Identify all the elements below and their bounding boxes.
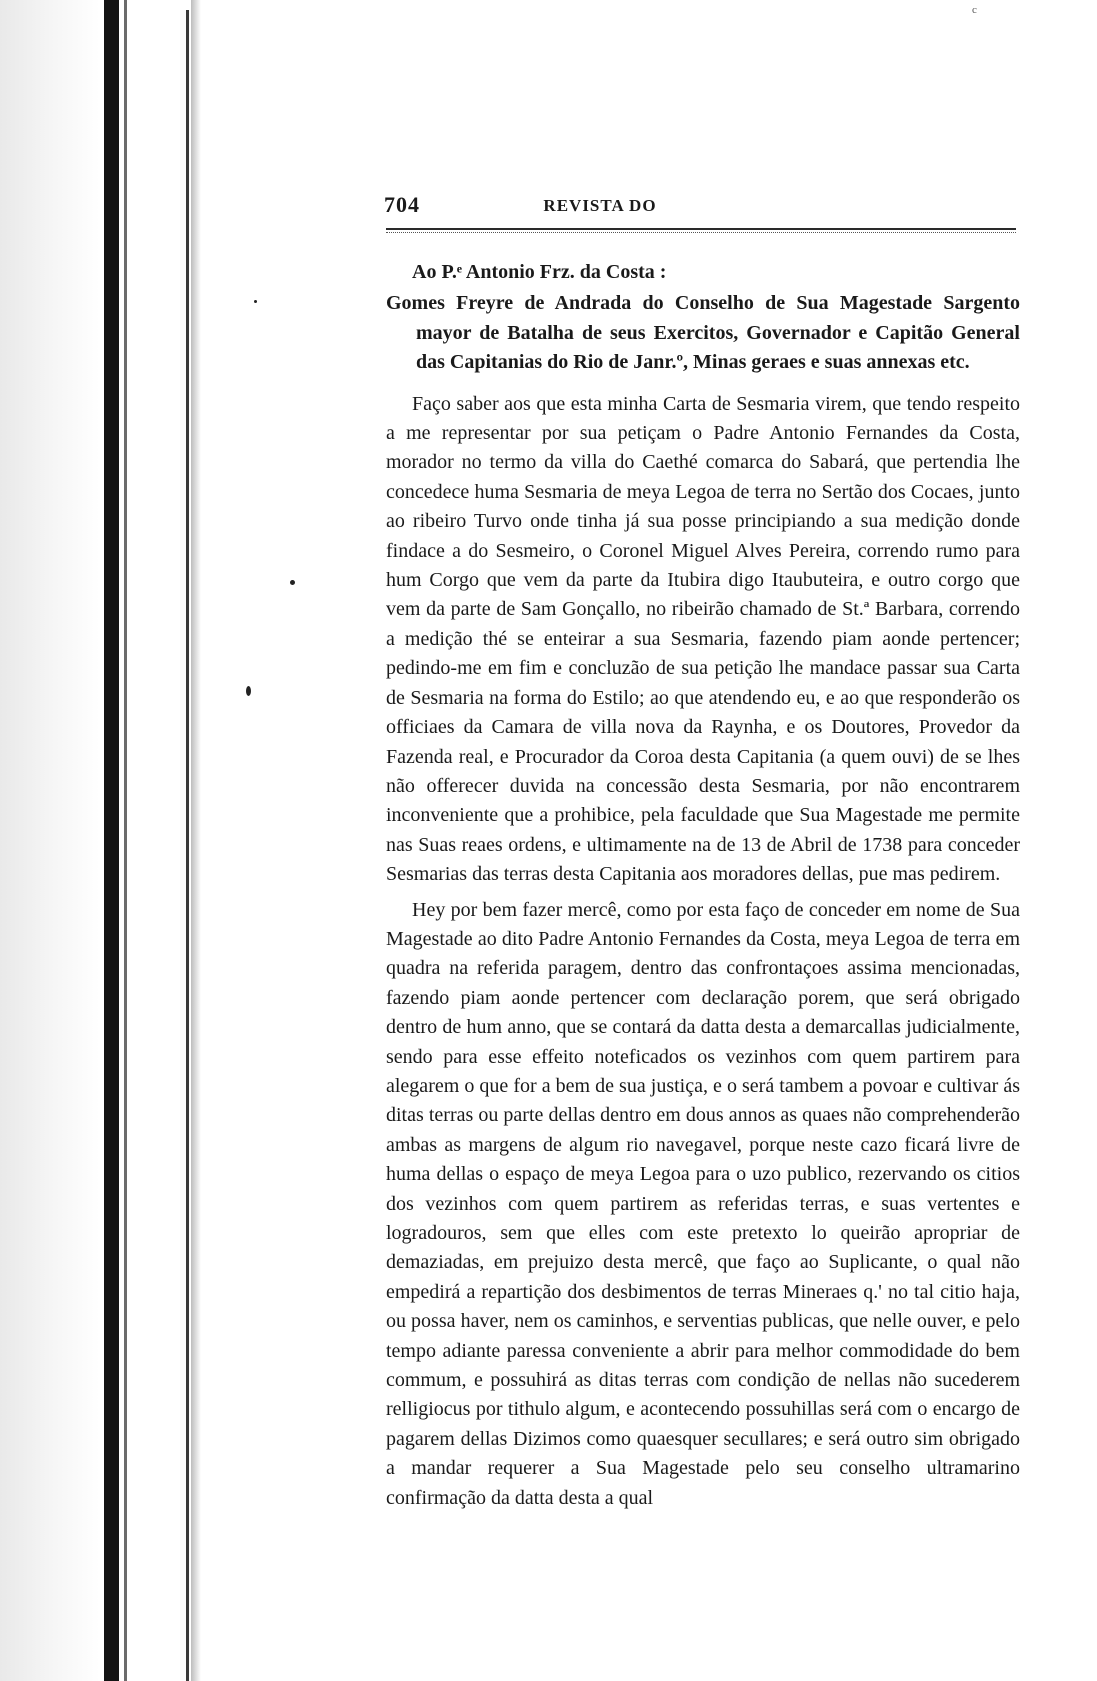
- book-spine-line: [124, 0, 127, 1681]
- header-rule: [386, 228, 1016, 230]
- book-spine-edge: [104, 0, 119, 1681]
- scan-mark: c: [972, 4, 977, 16]
- scan-speck: [246, 686, 251, 696]
- page-fold-shadow: [191, 0, 201, 1681]
- page-fold-line: [186, 10, 189, 1681]
- scan-speck: [290, 580, 295, 585]
- paragraph: Hey por bem fazer mercê, como por esta faço de conceder em nome de Sua Magestade ao dito Padre Antonio Fernandes da Costa, meya Legoa de terra em quadra na referida paragem, dentro das confrontaçoes assima mencionadas, fazendo piam aonde pertencer com declaração porem, que será obrigado dentro de hum anno, que se contará da datta desta a demarcallas judicialmente, sendo para esse effeito noteficados os vezinhos com quem partirem para alegarem o que for a bem de sua justiça, e o será tambem a povoar e cultivar ás ditas terras ou parte dellas dentro em dous annos as quaes não comprehenderão ambas as margens de algum rio navegavel, porque neste cazo ficará livre de huma dellas o espaço de meya Legoa para o uzo publico, rezervando os citios dos vezinhos com quem partirem as referidas terras, e suas vertentes e logradouros, sem que elles com este pretexto lo queirão apropriar de demaziadas, em prejuizo desta mercê, que faço ao Suplicante, o qual não empedirá a repartição dos desbimentos de terras Mineraes q.' no tal citio haja, ou possa haver, nem os caminhos, e serventias publicas, que nelle ouver, e pelo tempo adiante paressa conveniente a abrir para melhor commodidade do bem commum, e possuhirá as ditas terras com condição de nellas não sucederem relligiocus por tithulo algum, e acontecendo possuhillas será com o encargo de pagarem dellas Dizimos como quaesquer secullares; e será outro sim obrigado a mandar requerer a Sua Magestade pelo seu conselho ultramarino confirmação da datta desta a qual: [386, 898, 1020, 1509]
- paragraph: Faço saber aos que esta minha Carta de Sesmaria virem, que tendo respeito a me representar por sua petiçam o Padre Antonio Fernandes da Costa, morador no termo da villa do Caethé comarca do Sabará, que pertendia lhe concedece huma Sesmaria de meya Legoa de terra no Sertão dos Cocaes, junto ao ribeiro Turvo onde tinha já sua posse principiando a sua medição donde findace a do Sesmeiro, o Coronel Miguel Alves Pereira, correndo rumo para hum Corgo que vem da parte da Itubira digo Itaubuteira, e outro corgo que vem da parte de Sam Gonçallo, no ribeirão chamado de St.ª Barbara, correndo a medição thé se enteirar a sua Sesmaria, fazendo piam aonde pertencer; pedindo-me em fim e concluzão de sua petição lhe mandace passar sua Carta de Sesmaria na forma do Estilo; ao que atendendo eu, e ao que responderão os officiaes da Camara de villa nova da Raynha, e os Doutores, Provedor da Fazenda real, e Procurador da Coroa desta Capitania (a quem ouvi) de se lhes não offerecer duvida na concessão desta Sesmaria, por não encontrarem inconveniente que a prohibice, pela faculdade que Sua Magestade me permite nas Suas reaes ordens, e ultimamente na de 13 de Abril de 1738 para conceder Sesmarias das terras desta Capitania aos moradores dellas, pue mas pedirem.: [386, 392, 1020, 886]
- grantor-intro: Gomes Freyre de Andrada do Conselho de Sua Magestade Sargento mayor de Batalha de seus Exercitos, Governador e Capitão General das Capitanias do Rio de Janr.º, Minas geraes e suas annexas etc.: [386, 292, 1020, 374]
- scan-speck: [254, 300, 257, 303]
- running-head: REVISTA DO: [543, 196, 657, 215]
- header-rule-wavy: [386, 232, 1016, 233]
- addressee-line: Ao P.ᵉ Antonio Frz. da Costa :: [412, 261, 667, 283]
- page-number: 704: [384, 192, 420, 217]
- page-gutter-shadow: [0, 0, 100, 1681]
- document-body: [386, 258, 1020, 1519]
